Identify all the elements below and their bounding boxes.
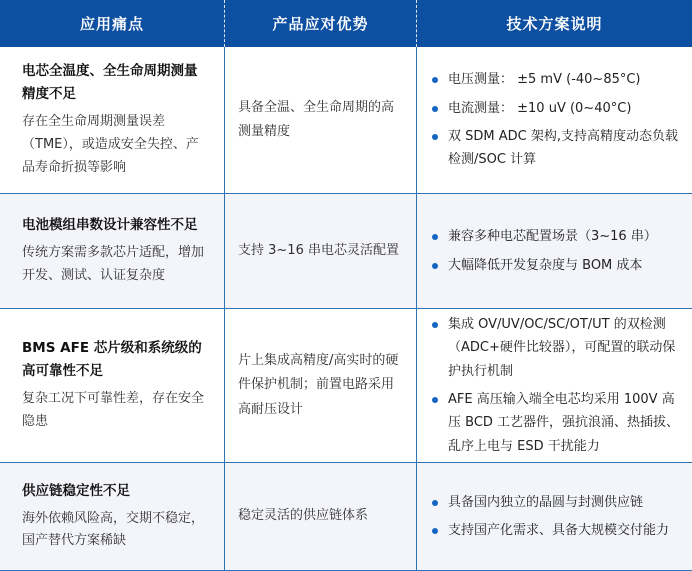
header-technical-solution: 技术方案说明	[506, 15, 603, 33]
pain-title: 电池模组串数设计兼容性不足	[22, 217, 198, 234]
pain-title: 电芯全温度、全生命周期测量精度不足	[22, 63, 198, 103]
solution-item	[430, 225, 680, 248]
pain-title: 供应链稳定性不足	[22, 482, 130, 499]
solution-item	[430, 254, 680, 277]
solution-text: 电压测量： ±5 mV (-40~85°C)	[448, 72, 641, 88]
bullet-dot-icon	[432, 134, 438, 140]
solution-item	[430, 313, 680, 383]
bullet-dot-icon	[432, 322, 438, 328]
solution-text: 大幅降低开发复杂度与 BOM 成本	[448, 257, 643, 273]
pain-title: BMS AFE 芯片级和系统级的高可靠性不足	[22, 340, 202, 380]
solution-list	[430, 308, 680, 463]
advantage-text: 具备全温、全生命周期的高测量精度	[238, 99, 395, 139]
pain-desc: 传统方案需多款芯片适配，增加开发、测试、认证复杂度	[22, 245, 205, 283]
solution-item	[430, 125, 680, 172]
solution-item	[430, 68, 680, 91]
solution-cell	[417, 47, 692, 193]
solution-item	[430, 519, 680, 542]
bullet-dot-icon	[432, 528, 438, 534]
advantage-cell	[225, 309, 417, 462]
pain-desc: 海外依赖风险高，交期不稳定，国产替代方案稀缺	[22, 510, 205, 549]
table-row-reliability	[0, 308, 692, 462]
advantage-text: 片上集成高精度/高实时的硬件保护机制；前置电路采用高耐压设计	[238, 353, 399, 417]
solution-text: AFE 高压输入端全电芯均采用 100V 高压 BCD 工艺器件，强抗浪涌、热插拔、乱序上电与 ESD 干扰能力	[448, 392, 680, 454]
solution-item	[430, 97, 680, 120]
solution-list	[430, 63, 680, 177]
solution-text: 集成 OV/UV/OC/SC/OT/UT 的双检测（ADC+硬件比较器），可配置的联动保护执行机制	[448, 316, 676, 379]
header-product-advantages: 产品应对优势	[225, 0, 417, 47]
solution-text: 双 SDM ADC 架构,支持高精度动态负载检测/SOC 计算	[448, 129, 678, 168]
solution-text: 兼容多种电芯配置场景（3~16 串）	[448, 229, 657, 245]
solution-cell	[417, 194, 692, 308]
advantage-cell	[225, 194, 417, 308]
pain-desc: 存在全生命周期测量误差（TME），或造成安全失控、产品寿命折损等影响	[22, 114, 199, 175]
table-row-series-compatibility	[0, 193, 692, 308]
solution-cell	[417, 309, 692, 462]
advantage-cell	[225, 463, 417, 570]
advantage-text: 支持 3~16 串电芯灵活配置	[238, 242, 399, 258]
solution-cell	[417, 463, 692, 570]
header-pain-points: 应用痛点	[0, 0, 225, 47]
pain-point-cell	[0, 463, 225, 570]
pain-point-cell	[0, 194, 225, 308]
advantage-text: 稳定灵活的供应链体系	[238, 508, 369, 524]
solution-text: 具备国内独立的晶圆与封测供应链	[448, 494, 644, 510]
table-header-row	[0, 0, 692, 47]
solution-list	[430, 486, 680, 548]
solution-item	[430, 491, 680, 514]
bullet-dot-icon	[432, 500, 438, 506]
table-body	[0, 47, 692, 570]
solution-list	[430, 220, 680, 282]
pain-point-cell	[0, 47, 225, 193]
pain-point-cell	[0, 309, 225, 462]
solution-text: 支持国产化需求、具备大规模交付能力	[448, 523, 670, 538]
table-row-measurement-accuracy	[0, 47, 692, 193]
bullet-dot-icon	[432, 77, 438, 83]
bullet-dot-icon	[432, 397, 438, 403]
table-row-supply-chain	[0, 462, 692, 570]
advantage-cell	[225, 47, 417, 193]
solution-item	[430, 388, 680, 458]
bullet-dot-icon	[432, 106, 438, 112]
bullet-dot-icon	[432, 263, 438, 269]
pain-desc: 复杂工况下可靠性差，存在安全隐患	[22, 391, 205, 429]
solution-text: 电流测量： ±10 uV (0~40°C)	[448, 100, 632, 116]
bullet-dot-icon	[432, 234, 438, 240]
